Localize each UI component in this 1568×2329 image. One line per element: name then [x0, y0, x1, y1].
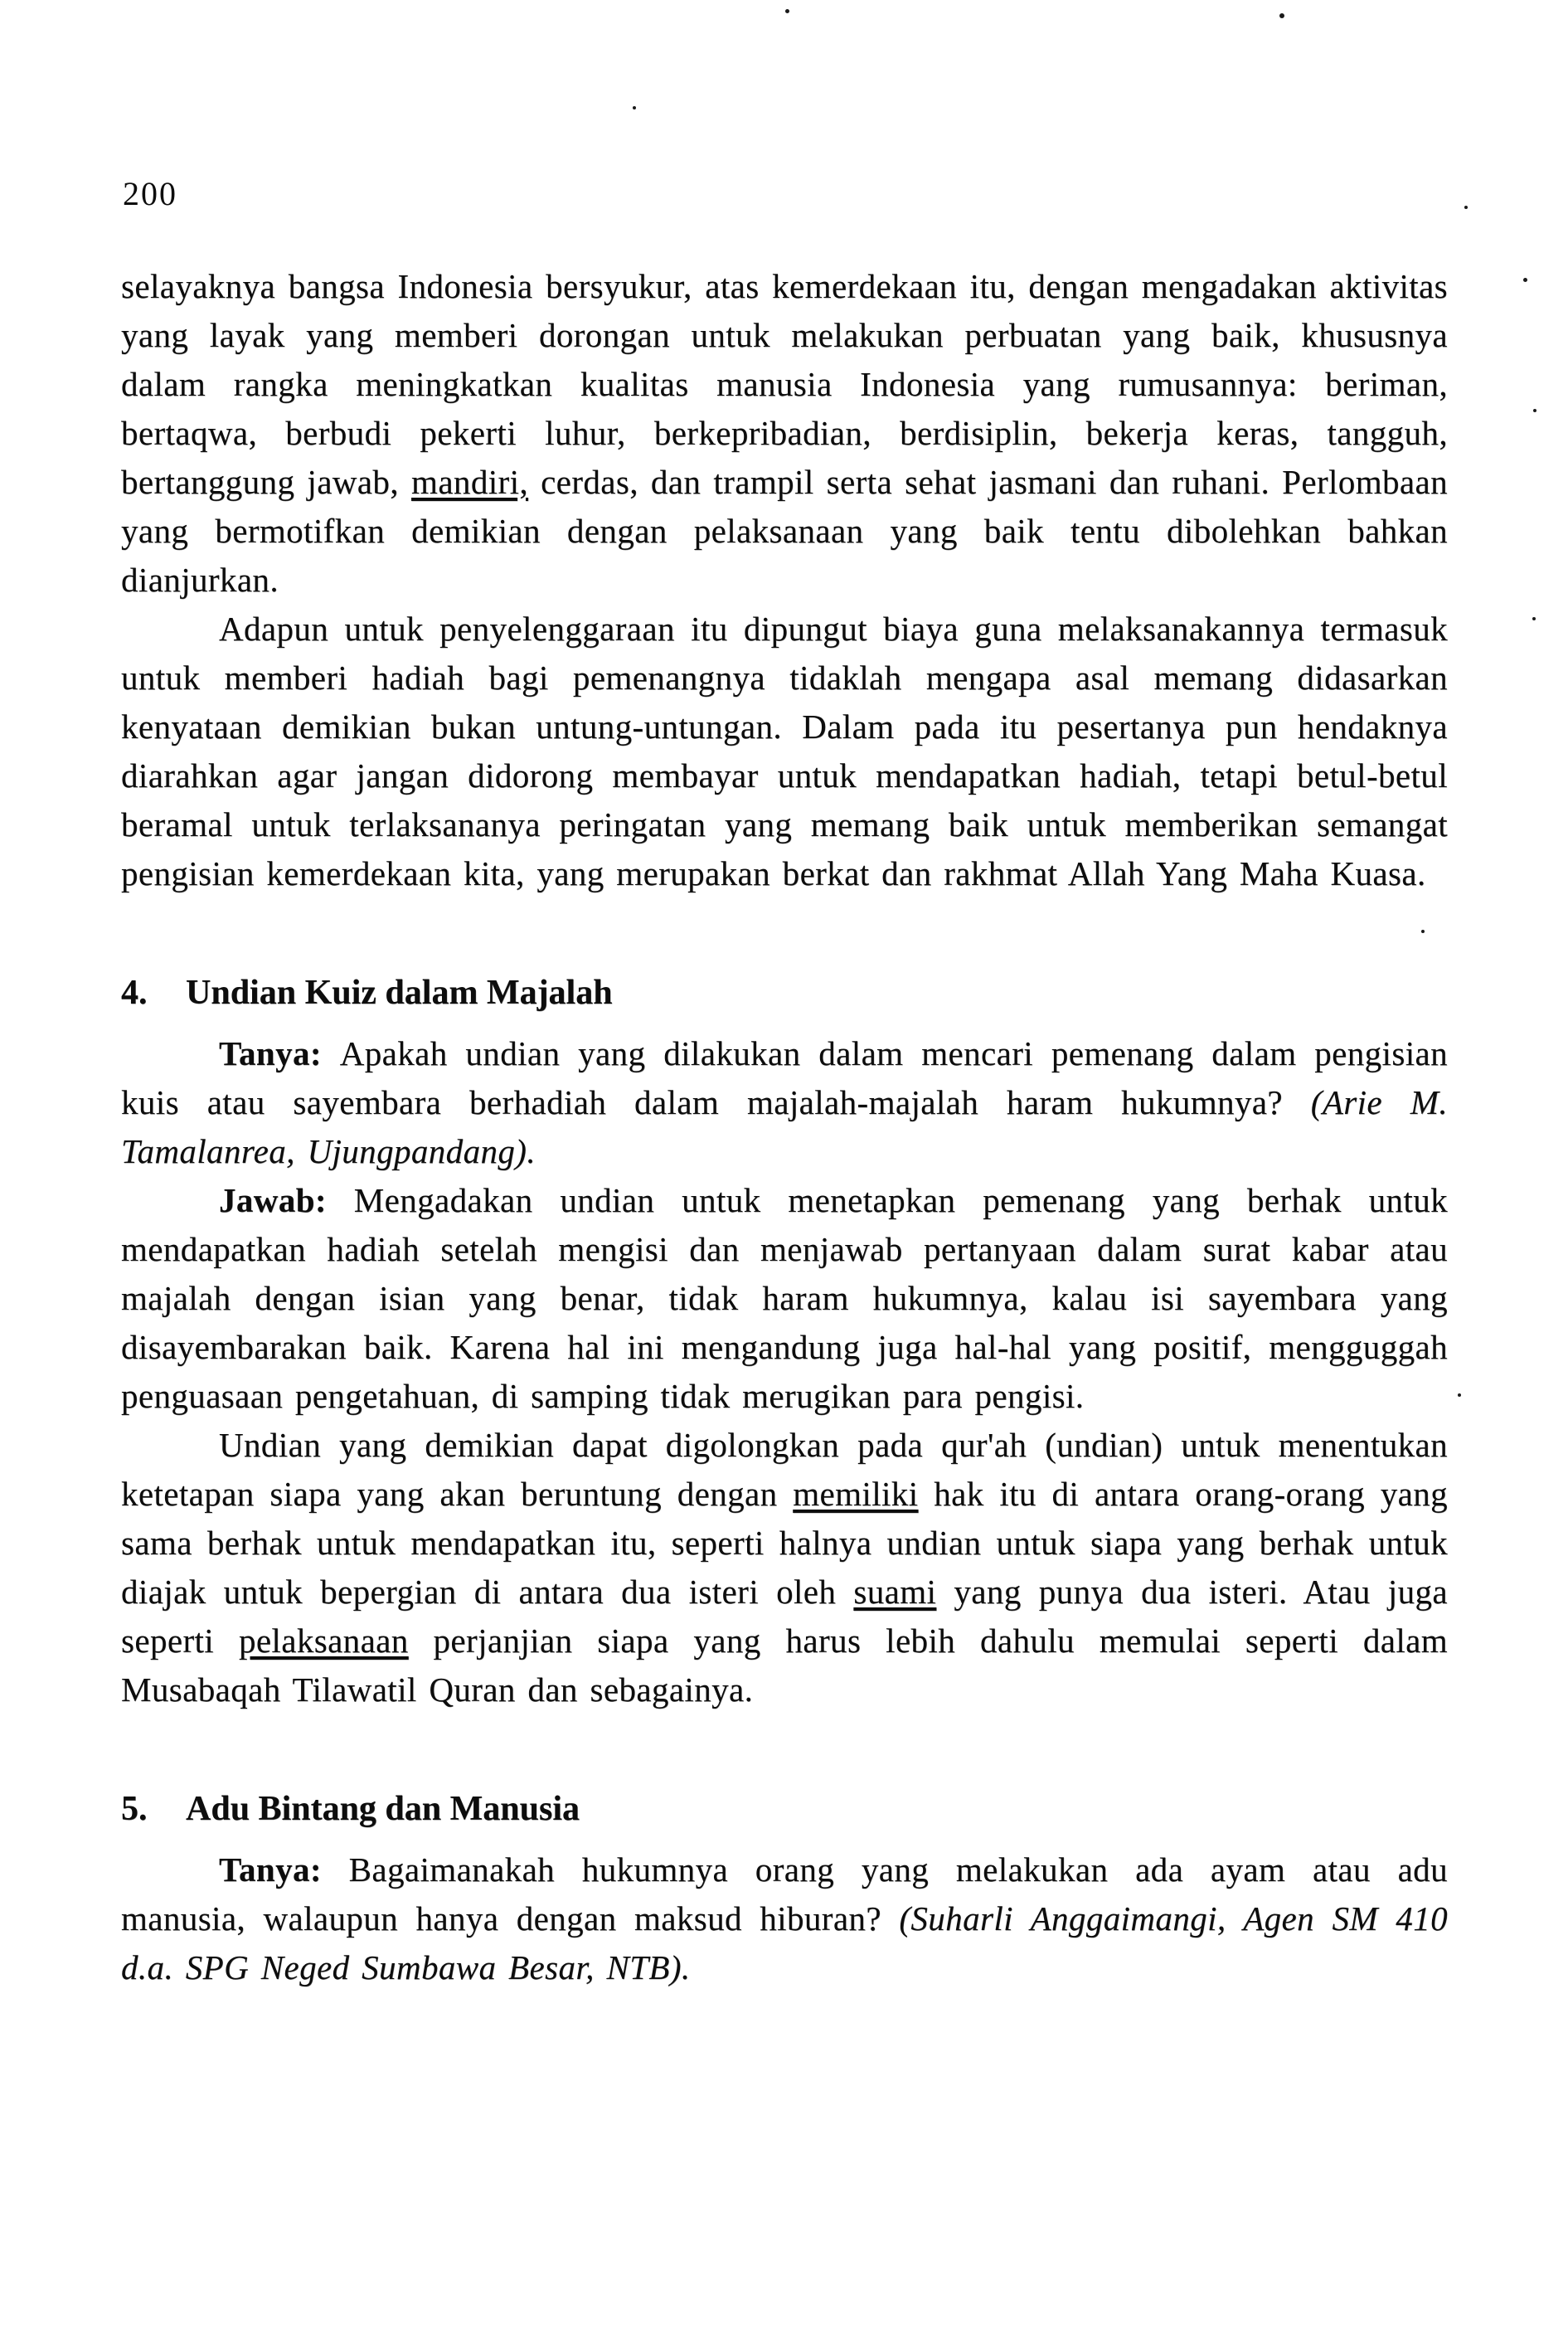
text-run-underlined: mandiri, [411, 463, 529, 501]
scan-speck [1523, 278, 1527, 282]
text-run: hak itu di antara orang-orang yang sama berhak untuk mendapatkan itu, seperti halnya undian untuk siapa yang berhak untuk diajak untuk bepergian di antara dua isteri oleh [121, 1475, 1448, 1611]
text-run: yang punya dua isteri. Atau juga seperti [121, 1573, 1448, 1660]
text-run: cerdas, dan trampil serta sehat jasmani dan ruhani. Perlombaan yang bermotifkan demikian dengan pelaksanaan yang baik tentu dibolehkan bahkan dianjurkan. [121, 463, 1448, 599]
text-run: perjanjian siapa yang harus lebih dahulu memulai seperti dalam Musabaqah Tilawatil Quran dan sebagainya. [121, 1622, 1448, 1709]
page-content [121, 262, 1448, 1992]
scan-speck [1464, 206, 1468, 209]
text-run: Mengadakan undian untuk menetapkan pemenang yang berhak untuk mendapatkan hadiah setelah mengisi dan menjawab pertanyaan dalam surat kabar atau majalah dengan isian yang benar, tidak haram hukumnya, kalau isi sayembara yang disayembarakan baik. Karena hal ini mengandung juga hal-hal yang positif, mengguggah penguasaan pengetahuan, di samping tidak merugikan para pengisi. [121, 1181, 1448, 1415]
scan-speck [1533, 409, 1536, 412]
text-run-underlined: pelaksanaan [238, 1622, 409, 1660]
section-5-heading [121, 1786, 1448, 1832]
question-label: Tanya: [219, 1850, 349, 1889]
section-4-question [121, 1029, 1448, 1176]
question-label: Tanya: [219, 1034, 340, 1072]
section-5-question [121, 1845, 1448, 1992]
scan-speck [785, 9, 789, 13]
section-4-heading [121, 970, 1448, 1016]
text-run: Undian yang demikian dapat digolongkan pada qur'ah (undian) untuk menentukan ketetapan siapa yang akan beruntung dengan [121, 1426, 1448, 1513]
citation: (Suharli Anggaimangi, Agen SM 410 d.a. SPG Neged Sumbawa Besar, NTB). [121, 1899, 1448, 1986]
citation: (Arie M. Tamalanrea, Ujungpandang). [121, 1083, 1448, 1170]
scan-speck [1458, 1393, 1461, 1397]
paragraph-continuation [121, 262, 1448, 605]
text-run: Apakah undian yang dilakukan dalam mencari pemenang dalam pengisian kuis atau sayembara berhadiah dalam majalah-majalah haram hukumnya? [121, 1034, 1448, 1121]
scan-speck [1532, 617, 1536, 620]
page-number: 200 [123, 175, 177, 212]
section-title: Undian Kuiz dalam Majalah [186, 974, 613, 1012]
section-number: 4. [121, 974, 148, 1012]
text-run-underlined: suami [853, 1573, 937, 1611]
text-run: Adapun untuk penyelenggaraan itu dipungut biaya guna melaksanakannya termasuk untuk memberi hadiah bagi pemenangnya tidaklah mengapa asal memang didasarkan kenyataan demikian bukan untung-untungan. Dalam pada itu pesertanya pun hendaknya diarahkan agar jangan didorong membayar untuk mendapatkan hadiah, tetapi betul-betul beramal untuk terlaksananya peringatan yang memang baik untuk memberikan semangat pengisian kemerdekaan kita, yang merupakan berkat dan rakhmat Allah Yang Maha Kuasa. [121, 610, 1448, 892]
section-number: 5. [121, 1790, 148, 1828]
section-title: Adu Bintang dan Manusia [186, 1790, 580, 1828]
text-run: Bagaimanakah hukumnya orang yang melakukan ada ayam atau adu manusia, walaupun hanya dengan maksud hiburan? [121, 1850, 1448, 1938]
scan-speck [1421, 930, 1425, 933]
paragraph-adapun [121, 605, 1448, 898]
section-4-answer [121, 1176, 1448, 1421]
scan-speck [633, 106, 636, 109]
scan-speck [1279, 13, 1284, 18]
answer-label: Jawab: [219, 1181, 354, 1219]
text-run: selayaknya bangsa Indonesia bersyukur, atas kemerdekaan itu, dengan mengadakan aktivitas yang layak yang memberi dorongan untuk melakukan perbuatan yang baik, khususnya dalam rangka meningkatkan kualitas manusia Indonesia yang rumusannya: beriman, bertaqwa, berbudi pekerti luhur, berkepribadian, berdisiplin, bekerja keras, tangguh, bertanggung jawab, [121, 267, 1448, 501]
section-4-answer-continued [121, 1421, 1448, 1714]
text-run-underlined: memiliki [793, 1475, 919, 1513]
